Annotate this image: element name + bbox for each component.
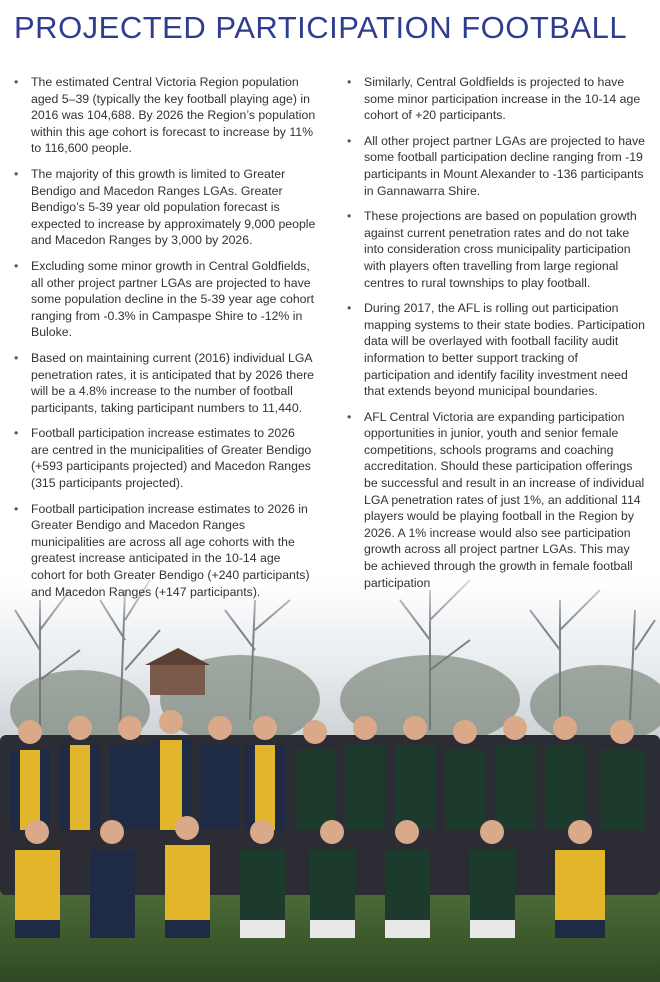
bullet-icon: • bbox=[14, 501, 19, 516]
list-item bbox=[345, 409, 645, 592]
paragraph-text: These projections are based on population growth against current penetration rates and do not take into consideration cross municipality participation with players often travelling from large regional centres to rural townships to play football. bbox=[364, 209, 637, 290]
paragraph-text: All other project partner LGAs are projected to have some football participation decline ranging from -19 participants in Mount Alexander to -136 participants in Gannawarra Shire. bbox=[364, 133, 645, 198]
bullet-icon: • bbox=[14, 258, 19, 273]
bullet-icon: • bbox=[347, 409, 352, 424]
list-item bbox=[12, 258, 316, 341]
paragraph-text: AFL Central Victoria are expanding participation opportunities in junior, youth and senior female competitions, schools programs and coaching accreditation. Should these participation offerings be successful and result in an increase of individual LGA penetration rates of just 1%, an additional 114 players would be playing football in the Region by 2026. A 1% increase would also see participation growth across all project partner LGAs. This may be achieved through the growth in female football participation bbox=[364, 409, 645, 590]
list-item bbox=[12, 74, 316, 157]
list-item bbox=[12, 501, 316, 601]
list-item bbox=[12, 425, 316, 491]
bullet-icon: • bbox=[14, 166, 19, 181]
paragraph-text: Similarly, Central Goldfields is projected to have some minor participation increase in the 10-14 age cohort of +20 participants. bbox=[364, 75, 641, 123]
paragraph-text: The majority of this growth is limited to Greater Bendigo and Macedon Ranges LGAs. Greater Bendigo’s 5-39 year old population forecast is expected to increase by approximately 9,000 people and Macedon Ranges by 3,000 by 2026. bbox=[31, 166, 316, 248]
bullet-icon: • bbox=[347, 75, 352, 89]
list-item bbox=[12, 166, 316, 249]
list-item bbox=[345, 208, 645, 291]
right-column bbox=[345, 74, 645, 600]
paragraph-text: Based on maintaining current (2016) individual LGA penetration rates, it is anticipated that by 2026 there will be a 4.8% increase to the number of football participants, taking participant numbers to 11,440. bbox=[31, 350, 315, 415]
paragraph-text: Football participation increase estimates to 2026 are centred in the municipalities of Greater Bendigo (+593 participants projected) and Macedon Ranges (315 participants projected). bbox=[31, 426, 312, 491]
paragraph-text: Excluding some minor growth in Central Goldfields, all other project partner LGAs are projected to have some population decline in the 5-39 year age cohort ranging from -0.3% in Campaspe Shire to -12% in Buloke. bbox=[31, 258, 315, 340]
page-title: PROJECTED PARTICIPATION FOOTBALL bbox=[14, 10, 628, 45]
paragraph-text: Football participation increase estimates to 2026 in Greater Bendigo and Macedon Ranges municipalities are across all age cohorts with the greatest increase anticipated in the 10-14 age cohort for both Greater Bendigo (+240 participants) and Macedon Ranges (+147 participants). bbox=[31, 501, 310, 599]
list-item bbox=[345, 133, 645, 199]
list-item bbox=[345, 300, 645, 400]
bullet-icon: • bbox=[14, 350, 19, 365]
list-item bbox=[12, 350, 316, 416]
list-item bbox=[345, 74, 645, 124]
bullet-icon: • bbox=[14, 75, 19, 89]
left-column bbox=[12, 74, 316, 609]
team-photo bbox=[0, 560, 660, 982]
paragraph-text: During 2017, the AFL is rolling out participation mapping systems to their state bodies. Participation data will be overlayed with football facility audit information to better support tracking of participation and identify facility investment need that extends beyond municipal boundaries. bbox=[364, 301, 645, 399]
paragraph-text: The estimated Central Victoria Region population aged 5–39 (typically the key football playing age) in 2016 was 104,688. By 2026 the Region’s population within this age cohort is forecast to increase by 11% to 116,600 people. bbox=[31, 75, 316, 156]
bullet-icon: • bbox=[347, 301, 352, 316]
bullet-icon: • bbox=[14, 426, 19, 441]
bullet-icon: • bbox=[347, 133, 352, 148]
bullet-icon: • bbox=[347, 209, 352, 224]
